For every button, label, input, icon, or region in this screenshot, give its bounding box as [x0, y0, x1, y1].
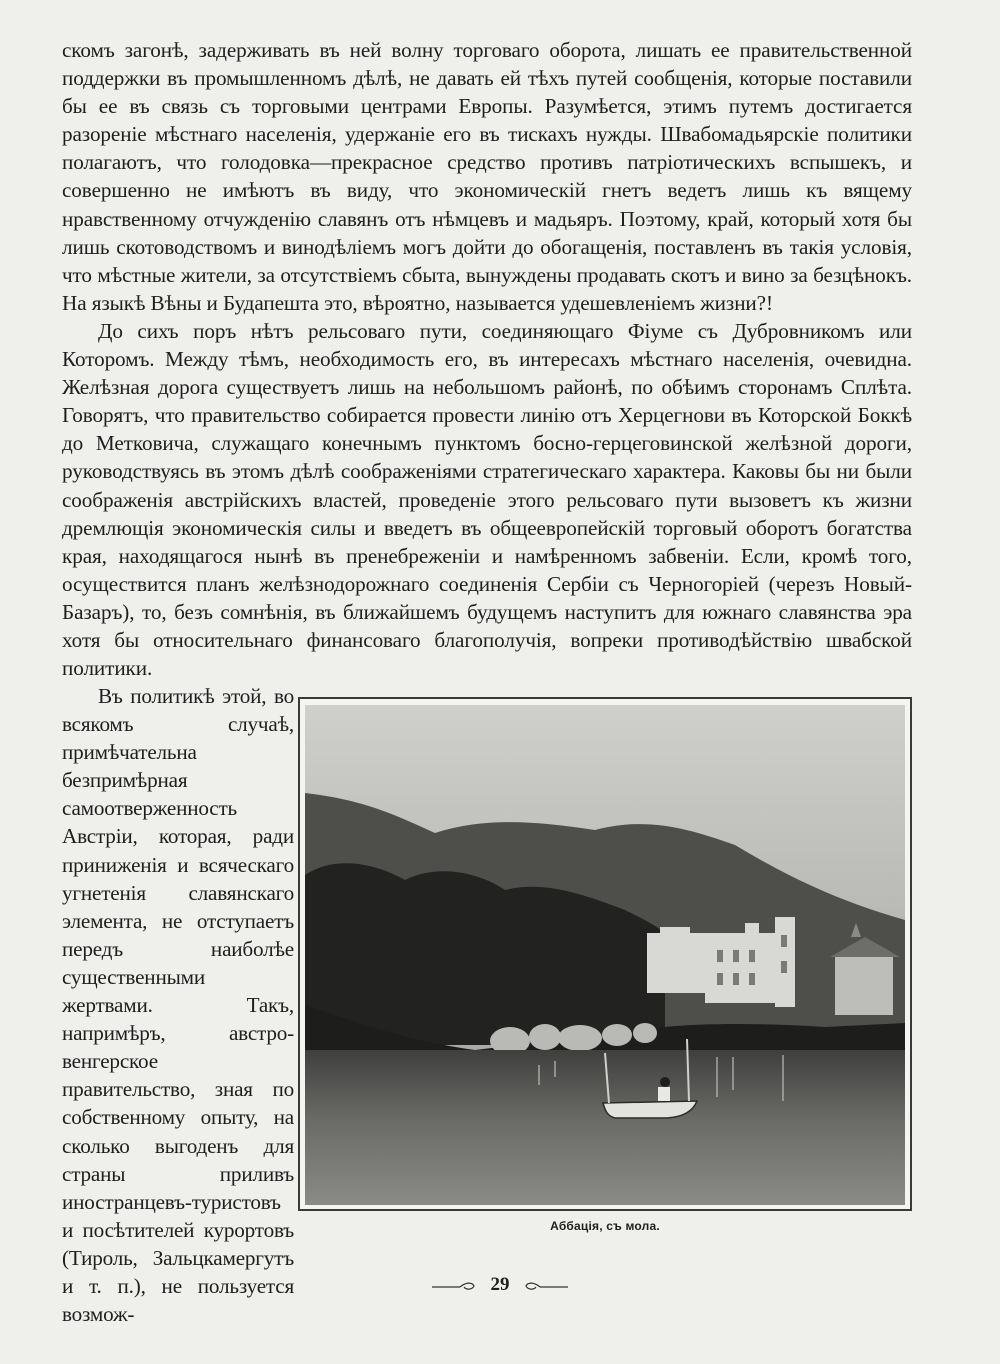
left-column-text	[62, 682, 294, 1328]
page-number: 29	[490, 1274, 510, 1295]
sea	[305, 1050, 905, 1205]
left-ornament-icon	[430, 1280, 478, 1292]
figure-caption: Аббація, съ мола.	[550, 1219, 660, 1233]
abbazia-photograph	[298, 697, 912, 1211]
page-number-ornament	[420, 1273, 580, 1297]
photo-illustration	[305, 705, 905, 1205]
right-ornament-icon	[522, 1280, 570, 1292]
main-text-block	[62, 36, 912, 682]
paragraph-3: Въ политикѣ этой, во всякомъ случаѣ, примѣчательна безпримѣрная самоотверженность Австріи, которая, ради приниженія и всяческаго угнетенія славянскаго элемента, не отступаетъ передъ наиболѣе существенными жертвами. Такъ, напримѣръ, австро-венгерское правительство, зная по собственному опыту, на сколько выгоденъ для страны приливъ иностранцевъ-туристовъ и посѣтителей курортовъ (Тироль, Зальцкамергутъ и т. п.), не пользуется возмож-	[62, 684, 294, 1327]
paragraph-2: До сихъ поръ нѣтъ рельсоваго пути, соединяющаго Фіуме съ Дубровникомъ или Которомъ. Между тѣмъ, необходимость его, въ интересахъ мѣстнаго населенія, очевидна. Желѣзная дорога существуетъ лишь на небольшомъ районѣ, по обѣимъ сторонамъ Сплѣта. Говорятъ, что правительство собирается провести линію отъ Херцегнови въ Которской Боккѣ до Метковича, служащаго конечнымъ пунктомъ босно-герцеговинской желѣзной дороги, руководствуясь въ этомъ дѣлѣ соображеніями стратегическаго характера. Каковы бы ни были соображенія австрійскихъ властей, проведеніе этого рельсоваго пути вызоветъ къ жизни дремлющія экономическія силы и введетъ въ общеевропейскій торговый оборотъ богатства края, находящагося нынѣ въ пренебреженіи и намѣренномъ забвеніи. Если, кромѣ того, осуществится планъ желѣзнодорожнаго соединенія Сербіи съ Черногоріей (черезъ Новый-Базаръ), то, безъ сомнѣнія, въ ближайшемъ будущемъ наступитъ для южнаго славянства эра хотя бы относительнаго финансоваго благополучія, вопреки противодѣйствію швабской политики.	[62, 318, 912, 681]
paragraph-1: скомъ загонѣ, задерживать въ ней волну торговаго оборота, лишать ее правительственной поддержки въ промышленномъ дѣлѣ, не давать ей тѣхъ путей сообщенія, которые поставили бы ее въ связь съ торговыми центрами Европы. Разумѣется, этимъ путемъ достигается разореніе мѣстнаго населенія, удержаніе его въ тискахъ нужды. Швабомадьярскіе политики полагаютъ, что голодовка—прекрасное средство противъ патріотическихъ вспышекъ, и совершенно не имѣютъ въ виду, что экономическій гнетъ ведетъ лишь къ вящему нравственному отчужденію славянъ отъ нѣмцевъ и мадьяръ. Поэтому, край, который хотя бы лишь скотоводствомъ и винодѣліемъ могъ дойти до обогащенія, поставленъ въ такія условія, что мѣстные жители, за отсутствіемъ сбыта, вынуждены продавать скотъ и вино за безцѣнокъ. На языкѣ Вѣны и Будапешта это, вѣроятно, называется удешевленіемъ жизни?!	[62, 38, 912, 315]
